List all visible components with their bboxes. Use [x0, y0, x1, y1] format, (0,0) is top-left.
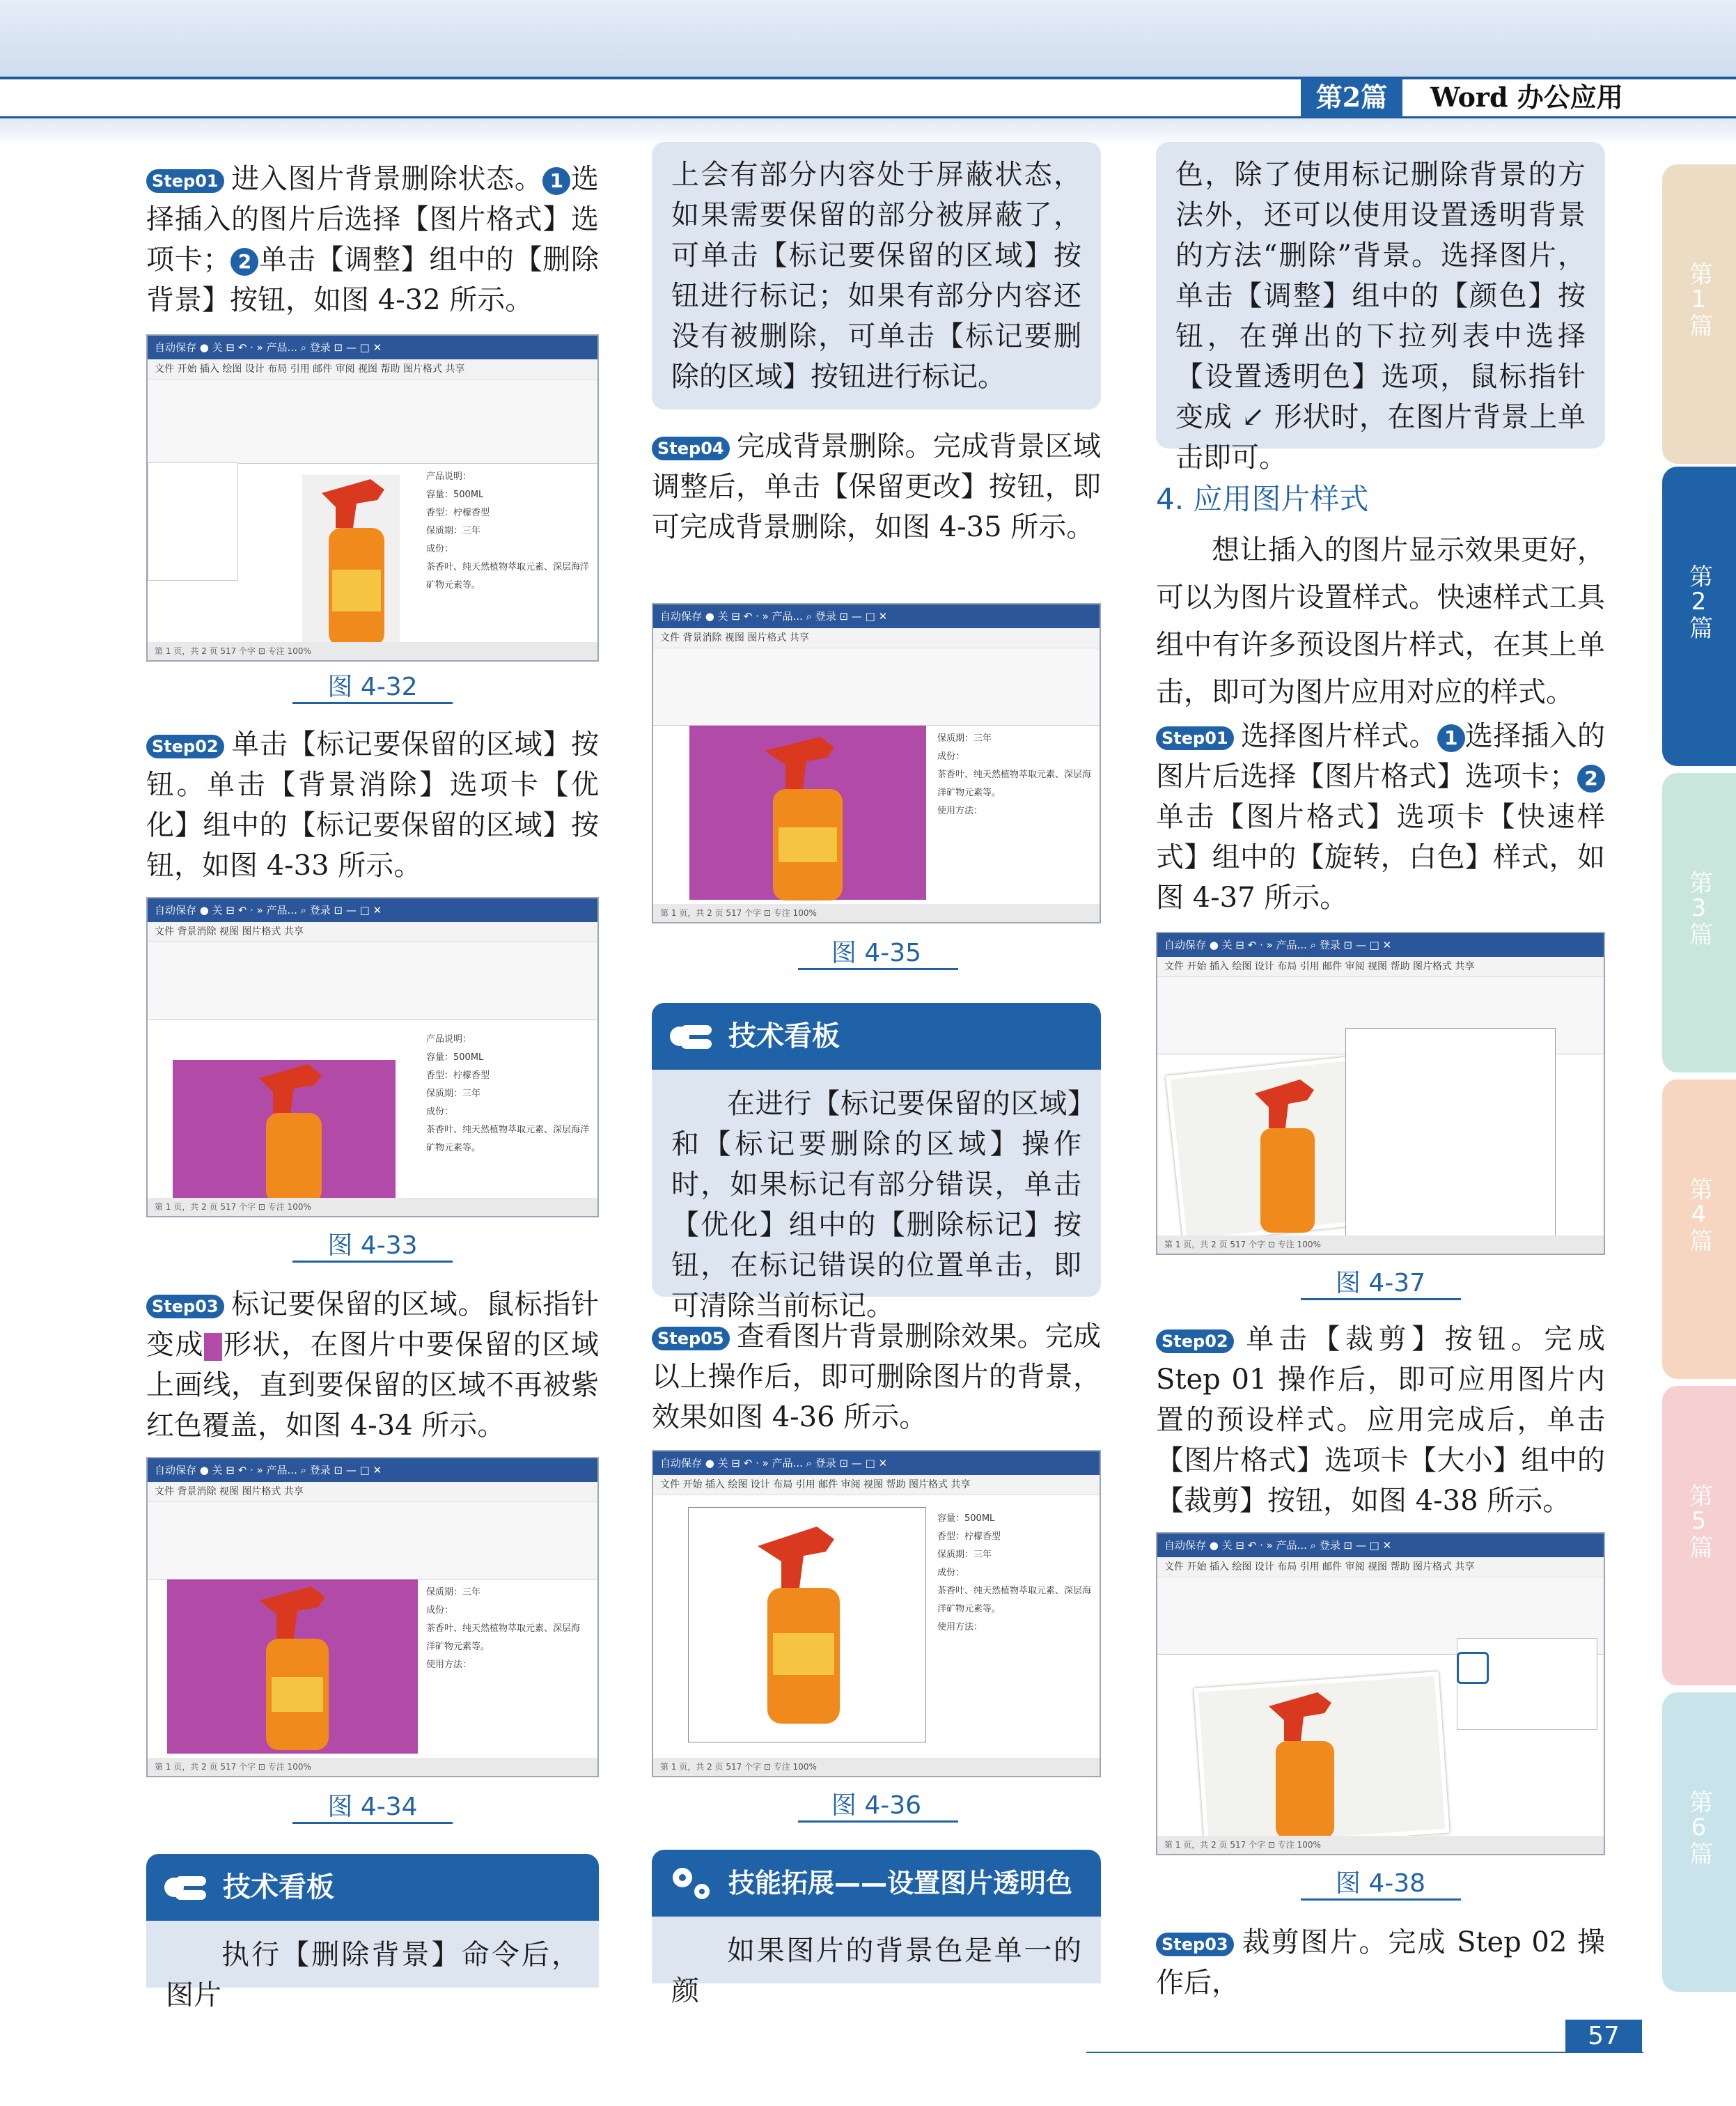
part-title: Word 办公应用 — [1430, 81, 1623, 113]
col2-step05: Step05 查看图片背景删除效果。完成以上操作后，即可删除图片的背景，效果如图 4-36 所示。 — [652, 1320, 1101, 1433]
step-badge: Step03 — [1156, 1933, 1234, 1956]
crop-button[interactable] — [1457, 1652, 1489, 1684]
step-badge: Step01 — [1156, 726, 1234, 750]
step-badge: Step05 — [652, 1327, 730, 1350]
side-tab-1[interactable]: 第1篇 — [1662, 164, 1736, 464]
figure-caption: 图 4-32 — [327, 673, 418, 701]
step-badge: Step01 — [146, 169, 224, 193]
caption-rule — [292, 1261, 453, 1263]
page-number: 57 — [1565, 2020, 1642, 2053]
figure-caption: 图 4-34 — [327, 1793, 418, 1821]
col2-step04: Step04 完成背景删除。完成背景区域调整后，单击【保留更改】按钮，即可完成背景删除，如图 4-35 所示。 — [652, 430, 1101, 543]
bottle-image — [252, 1580, 343, 1754]
figure-caption: 图 4-38 — [1335, 1869, 1426, 1898]
step-badge: Step02 — [1156, 1329, 1234, 1353]
figure-caption: 图 4-35 — [831, 939, 922, 967]
caption-rule — [798, 1820, 958, 1823]
bottle-image — [315, 472, 398, 646]
figure-caption: 图 4-36 — [831, 1791, 922, 1820]
tooltip-panel — [148, 462, 238, 581]
ribbon — [148, 380, 597, 464]
figure-caption: 图 4-37 — [1335, 1269, 1426, 1297]
side-tab-3[interactable]: 第3篇 — [1662, 773, 1736, 1072]
quick-styles-gallery[interactable] — [1345, 1028, 1556, 1252]
caption-rule — [1301, 1298, 1461, 1300]
bottle-image — [1262, 1685, 1345, 1839]
marker-2: 2 — [1577, 765, 1605, 793]
section-heading: 4. 应用图片样式 — [1156, 482, 1369, 516]
ribbon — [653, 648, 1100, 726]
figure-caption: 图 4-33 — [327, 1231, 418, 1260]
bottle-image — [758, 730, 855, 904]
footer-rule — [1086, 2052, 1643, 2053]
figure-4-32-screenshot: 自动保存 ● 关 ⊟ ↶ · » 产品... ⌕ 登录 ⊡ — □ ✕ 文件 开始 插入 绘图 设计 布局 引用 邮件 审阅 视图 帮助 图片格式 共享 产品说明： 容量：500ML 香型：柠檬香型 保质期：三年 成份： 茶香叶、纯天然植物萃取元素、深层海洋矿物元素等。 第 1 页，共 2 页 517 个字 ⊡ 专注 100% — [146, 334, 599, 662]
col1-step01: Step01 进入图片背景删除状态。 1 选择插入的图片后选择【图片格式】选项卡； 2 单击【调整】组中的【删除背景】按钮，如图 4-32 所示。 — [146, 163, 600, 316]
figure-4-34-screenshot: 自动保存 ● 关 ⊟ ↶ · » 产品... ⌕ 登录 ⊡ — □ ✕ 文件 背景消除 视图 图片格式 共享 保质期：三年 成份： 茶香叶、纯天然植物萃取元素、深层海洋矿物元素等。 使用方法： 第 1 页，共 2 页 517 个字 ⊡ 专注 100% — [146, 1457, 599, 1777]
marker-2: 2 — [230, 248, 258, 276]
bottle-image — [1248, 1072, 1324, 1233]
side-tab-4[interactable]: 第4篇 — [1662, 1079, 1736, 1379]
col1-step02: Step02 单击【标记要保留的区域】按钮。单击【背景消除】选项卡【优化】组中的【标记要保留的区域】按钮，如图 4-33 所示。 — [146, 728, 599, 882]
col3-intro: 想让插入的图片显示效果更好，可以为图片设置样式。快速样式工具组中有许多预设图片样式，在其上单击，即可为图片应用对应的样式。 — [1156, 534, 1605, 708]
marker-1: 1 — [1437, 724, 1465, 752]
figure-4-36-screenshot: 自动保存 ● 关 ⊟ ↶ · » 产品... ⌕ 登录 ⊡ — □ ✕ 文件 开始 插入 绘图 设计 布局 引用 邮件 审阅 视图 帮助 图片格式 共享 容量：500ML 香型：柠檬香型 保质期：三年 成份： 茶香叶、纯天然植物萃取元素、深层海洋矿物元素等。 使用方法： 第 1 页，共 2 页 517 个字 ⊡ 专注 100% — [652, 1450, 1101, 1777]
figure-4-38-screenshot: 自动保存 ● 关 ⊟ ↶ · » 产品... ⌕ 登录 ⊡ — □ ✕ 文件 开始 插入 绘图 设计 布局 引用 邮件 审阅 视图 帮助 图片格式 共享 第 1 页，共 2 页 517 个字 ⊡ 专注 100% — [1156, 1532, 1605, 1855]
ribbon — [148, 1502, 597, 1580]
bottle-image — [252, 1057, 336, 1203]
step-badge: Step02 — [146, 735, 224, 758]
figure-4-33-screenshot: 自动保存 ● 关 ⊟ ↶ · » 产品... ⌕ 登录 ⊡ — □ ✕ 文件 背景消除 视图 图片格式 共享 产品说明： 容量：500ML 香型：柠檬香型 保质期：三年 成份： 茶香叶、纯天然植物萃取元素、深层海洋矿物元素等。 第 1 页，共 2 页 517 个字 ⊡ 专注 100% — [146, 897, 599, 1217]
side-tab-5[interactable]: 第5篇 — [1662, 1386, 1736, 1685]
figure-4-37-screenshot: 自动保存 ● 关 ⊟ ↶ · » 产品... ⌕ 登录 ⊡ — □ ✕ 文件 开始 插入 绘图 设计 布局 引用 邮件 审阅 视图 帮助 图片格式 共享 第 1 页，共 2 页 517 个字 ⊡ 专注 100% — [1156, 932, 1605, 1255]
skill-extension-box: 技能拓展——设置图片透明色 如果图片的背景色是单一的颜 — [652, 1850, 1101, 1983]
pencil-cursor-icon — [204, 1333, 222, 1361]
part-label: 第2篇 — [1301, 78, 1402, 117]
side-tab-2[interactable]: 第2篇 — [1662, 467, 1736, 766]
side-tab-6[interactable]: 第6篇 — [1662, 1692, 1736, 1992]
gear-icon — [667, 1862, 716, 1904]
col3-step01: Step01 选择图片样式。 1 选择插入的图片后选择【图片格式】选项卡； 2单击【图片格式】选项卡【快速样式】组中的【旋转，白色】样式，如图 4-37 所示。 — [1156, 720, 1606, 914]
bottle-image — [751, 1518, 855, 1727]
step-badge: Step04 — [652, 437, 730, 460]
caption-rule — [292, 702, 453, 704]
col1-step03: Step03 标记要保留的区域。鼠标指针变成 形状，在图片中要保留的区域上画线，直到要保留的区域不再被紫红色覆盖，如图 4-34 所示。 — [146, 1288, 600, 1442]
tech-board-2: 技术看板 在进行【标记要保留的区域】和【标记要删除的区域】操作时，如果标记有部分错误，单击【优化】组中的【删除标记】按钮，在标记错误的位置单击，即可清除当前标记。 — [652, 1003, 1101, 1297]
col3-step03: Step03 裁剪图片。完成 Step 02 操作后， — [1156, 1926, 1605, 1999]
col3-continued-box: 色，除了使用标记删除背景的方法外，还可以使用设置透明背景的方法“删除”背景。选择图片，单击【调整】组中的【颜色】按钮，在弹出的下拉列表中选择【设置透明色】选项，鼠标指针变成 ↙ 形状时，在图片背景上单击即可。 — [1156, 142, 1605, 448]
col3-step02: Step02 单击【裁剪】按钮。完成 Step 01 操作后，即可应用图片内置的预设样式。应用完成后，单击【图片格式】选项卡【大小】组中的【裁剪】按钮，如图 4-38 所示。 — [1156, 1323, 1605, 1517]
board-icon — [162, 1866, 210, 1908]
ribbon — [148, 942, 597, 1020]
figure-4-35-screenshot: 自动保存 ● 关 ⊟ ↶ · » 产品... ⌕ 登录 ⊡ — □ ✕ 文件 背景消除 视图 图片格式 共享 保质期：三年 成份： 茶香叶、纯天然植物萃取元素、深层海洋矿物元素等。 使用方法： 第 1 页，共 2 页 517 个字 ⊡ 专注 100% — [652, 603, 1101, 923]
marker-1: 1 — [542, 167, 570, 195]
col2-continued-box: 上会有部分内容处于屏蔽状态，如果需要保留的部分被屏蔽了，可单击【标记要保留的区域】按钮进行标记；如果有部分内容还没有被删除，可单击【标记要删除的区域】按钮进行标记。 — [652, 142, 1101, 410]
caption-rule — [798, 968, 958, 970]
step-badge: Step03 — [146, 1295, 224, 1318]
header-band — [0, 0, 1736, 77]
board-icon — [667, 1015, 716, 1057]
caption-rule — [292, 1822, 453, 1824]
tech-board-1: 技术看板 执行【删除背景】命令后，图片 — [146, 1854, 599, 1988]
caption-rule — [1301, 1898, 1461, 1901]
